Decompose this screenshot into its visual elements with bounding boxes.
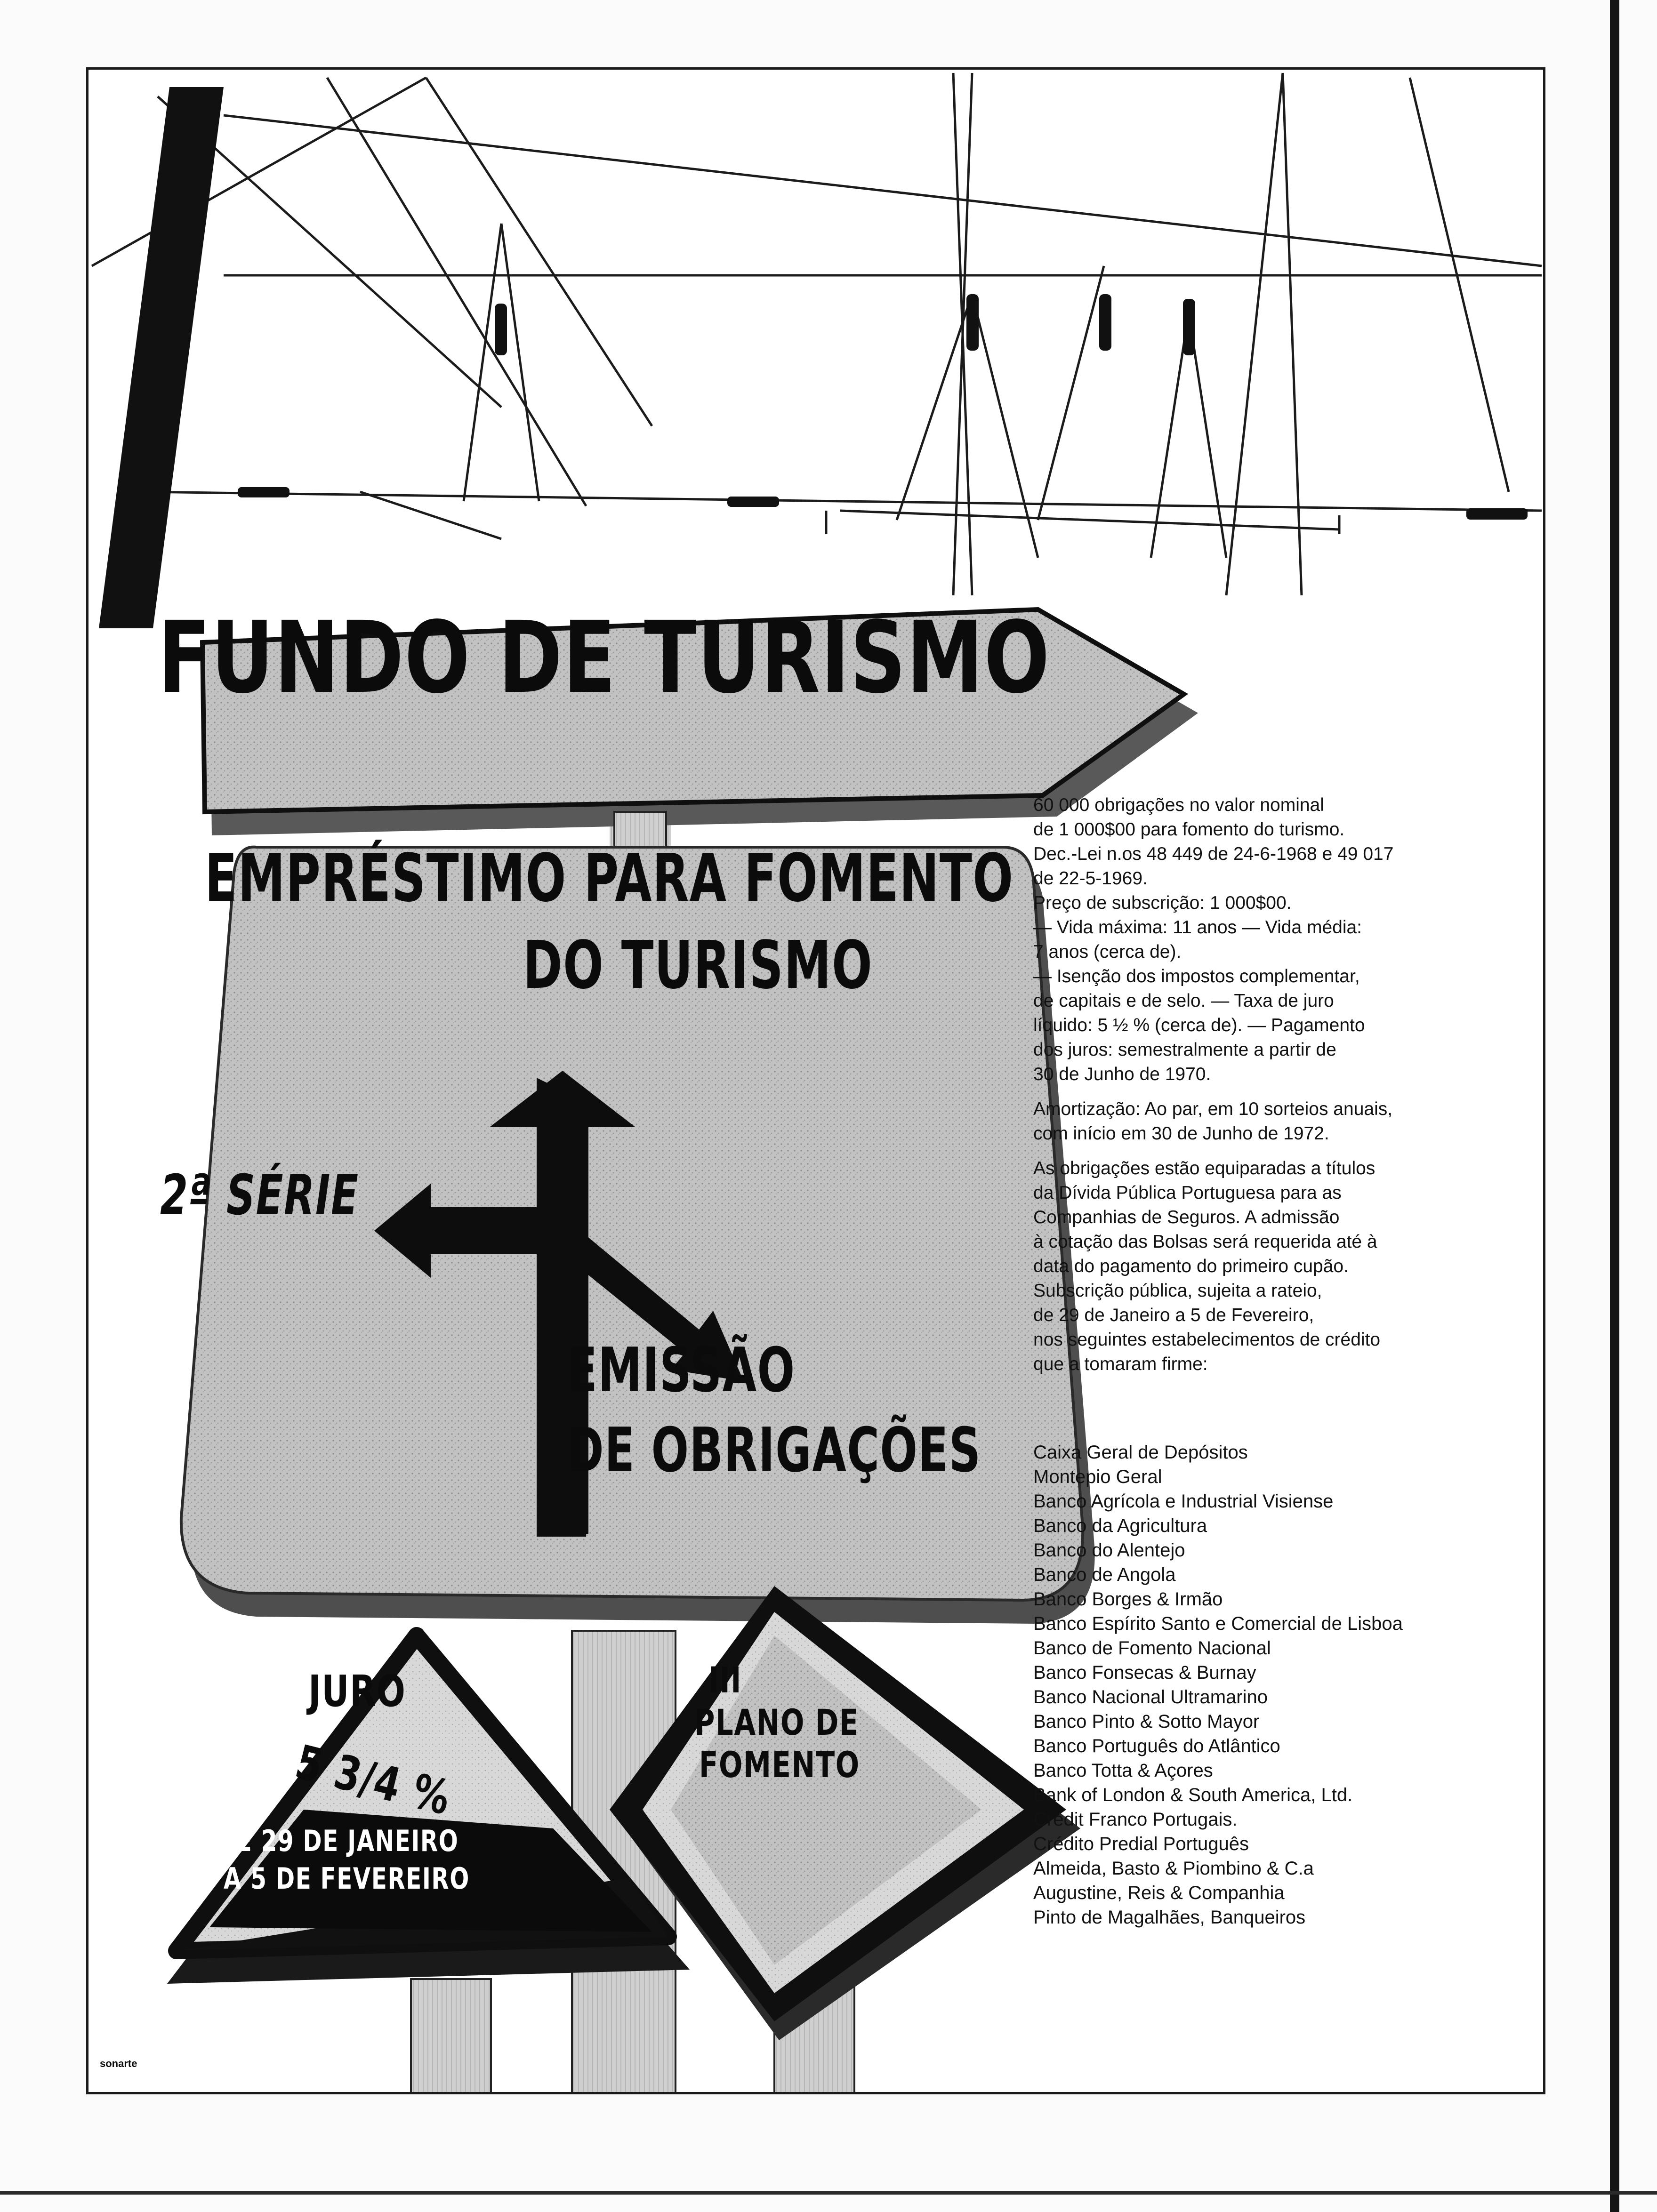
sign-emissao-line2: DE OBRIGAÇÕES — [567, 1414, 981, 1486]
sign-juro-rate: 5 3/4 % — [290, 1734, 457, 1826]
details-line: de 1 000$00 para fomento do turismo. — [1033, 819, 1345, 840]
sign-juro-dates-line1: DE 29 DE JANEIRO — [217, 1824, 459, 1858]
bank-list-item: Banco de Fomento Nacional — [1033, 1638, 1271, 1659]
details-line: Subscrição pública, sujeita a rateio, — [1033, 1281, 1322, 1301]
bank-list-item: Banco do Alentejo — [1033, 1540, 1185, 1561]
bank-list-item: Montepio Geral — [1033, 1467, 1162, 1487]
details-line: líquido: 5 ½ % (cerca de). — Pagamento — [1033, 1015, 1365, 1035]
bank-list-item: Augustine, Reis & Companhia — [1033, 1883, 1285, 1903]
details-line: Companhias de Seguros. A admissão — [1033, 1207, 1340, 1227]
bank-list-item: Banco da Agricultura — [1033, 1515, 1207, 1536]
details-line: que a tomaram firme: — [1033, 1354, 1208, 1374]
bank-list-item: Crédito Predial Português — [1033, 1834, 1249, 1854]
sign-loan-line2: DO TURISMO — [523, 927, 873, 1004]
details-line: nos seguintes estabelecimentos de crédito — [1033, 1330, 1381, 1350]
details-line: Dec.-Lei n.os 48 449 de 24-6-1968 e 49 017 — [1033, 844, 1394, 864]
details-line: da Dívida Pública Portuguesa para as — [1033, 1183, 1342, 1203]
loan-details-text — [1033, 793, 1532, 1387]
sign-emissao-line1: EMISSÃO — [567, 1334, 796, 1406]
sign-serie: 2ª SÉRIE — [160, 1162, 359, 1227]
details-paragraph-3 — [1033, 1156, 1532, 1377]
details-line: 60 000 obrigações no valor nominal — [1033, 795, 1324, 815]
sign-plano-line1: III — [708, 1659, 742, 1701]
bank-list-item: Banco Fonsecas & Burnay — [1033, 1662, 1256, 1683]
bank-list — [1033, 1440, 1532, 1930]
sign-juro-dates-line2: A 5 DE FEVEREIRO — [224, 1861, 470, 1896]
agency-credit: sonarte — [100, 2058, 137, 2069]
sign-plano-line3: FOMENTO — [699, 1744, 860, 1786]
bank-list-item: Banco Pinto & Sotto Mayor — [1033, 1711, 1260, 1732]
details-line: — Vida máxima: 11 anos — Vida média: — [1033, 917, 1362, 938]
page-edge-bottom — [0, 2191, 1657, 2195]
details-paragraph-1 — [1033, 793, 1532, 1087]
details-line: 7 anos (cerca de). — [1033, 942, 1182, 962]
details-line: dos juros: semestralmente a partir de — [1033, 1040, 1336, 1060]
details-line: 30 de Junho de 1970. — [1033, 1064, 1211, 1084]
details-line: com início em 30 de Junho de 1972. — [1033, 1123, 1329, 1144]
details-line: de 22-5-1969. — [1033, 868, 1148, 889]
details-line: de 29 de Janeiro a 5 de Fevereiro, — [1033, 1305, 1314, 1325]
sign-title-fundo-de-turismo: FUNDO DE TURISMO — [158, 600, 1051, 715]
details-line: de capitais e de selo. — Taxa de juro — [1033, 991, 1334, 1011]
bank-list-item: Caixa Geral de Depósitos — [1033, 1442, 1248, 1463]
bank-list-item: Bank of London & South America, Ltd. — [1033, 1785, 1353, 1805]
bank-list-item: Banco Agrícola e Industrial Visiense — [1033, 1491, 1334, 1512]
bank-list-item: Banco de Angola — [1033, 1564, 1176, 1585]
details-line: Preço de subscrição: 1 000$00. — [1033, 893, 1292, 913]
bank-list-item: Banco Nacional Ultramarino — [1033, 1687, 1268, 1707]
bank-list-item: Almeida, Basto & Piombino & C.a — [1033, 1858, 1314, 1879]
details-line: data do pagamento do primeiro cupão. — [1033, 1256, 1349, 1276]
bank-list-item: Banco Espírito Santo e Comercial de Lisboa — [1033, 1613, 1403, 1634]
details-line: à cotação das Bolsas será requerida até à — [1033, 1232, 1377, 1252]
details-line: Amortização: Ao par, em 10 sorteios anuais, — [1033, 1099, 1393, 1119]
details-line: — Isenção dos impostos complementar, — [1033, 966, 1360, 986]
bank-list-item: Banco Borges & Irmão — [1033, 1589, 1223, 1610]
details-line: As obrigações estão equiparadas a títulos — [1033, 1158, 1375, 1178]
bank-list-item: Crédit Franco Portugais. — [1033, 1809, 1238, 1830]
bank-list-item: Banco Totta & Açores — [1033, 1760, 1213, 1781]
sign-plano-line2: PLANO DE — [694, 1701, 859, 1743]
bank-list-item: Banco Português do Atlântico — [1033, 1736, 1280, 1756]
sign-juro-label: JURO — [308, 1666, 406, 1716]
details-paragraph-2 — [1033, 1097, 1532, 1146]
page-edge-right — [1591, 0, 1657, 2212]
bank-list-item: Pinto de Magalhães, Banqueiros — [1033, 1907, 1306, 1928]
sign-loan-line1: EMPRÉSTIMO PARA FOMENTO — [205, 840, 1014, 917]
